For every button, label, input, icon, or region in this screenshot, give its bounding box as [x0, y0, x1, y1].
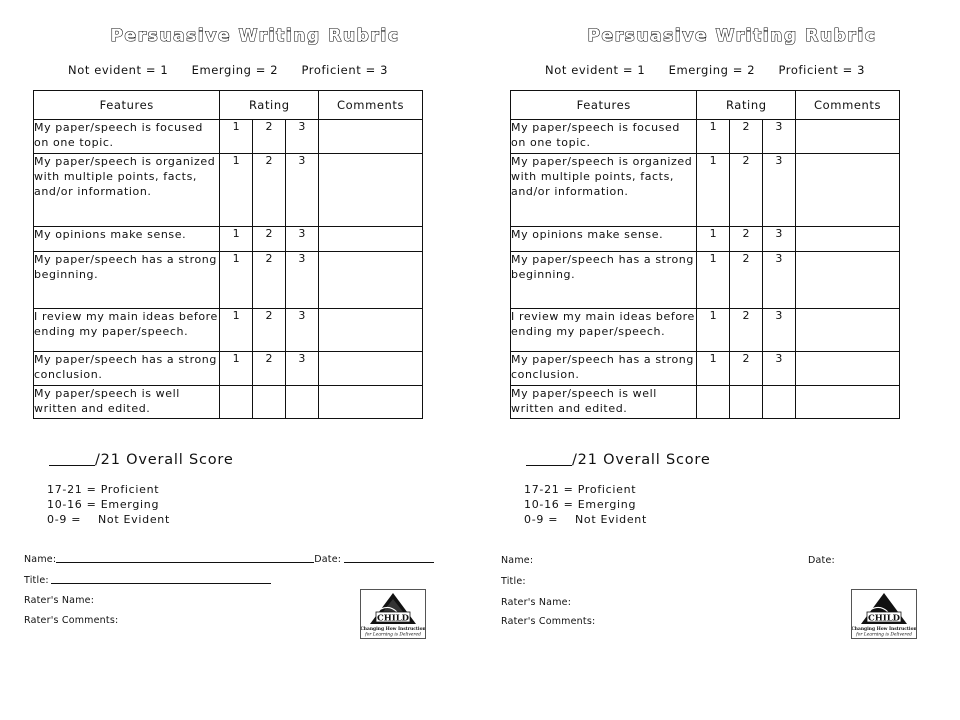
key-not-evident: 0-9 = Not Evident — [524, 513, 647, 526]
overall-score-label: /21 Overall Score — [572, 452, 711, 468]
child-logo — [360, 589, 426, 639]
table-row — [511, 120, 900, 154]
feature-cell: My paper/speech is focused on one topic. — [34, 120, 220, 154]
name-label: Name: — [24, 554, 57, 565]
rating-2[interactable]: 2 — [730, 154, 763, 227]
comment-cell[interactable] — [796, 309, 900, 352]
feature-cell: My paper/speech has a strong beginning. — [511, 252, 697, 309]
table-row — [34, 252, 423, 309]
feature-cell: My paper/speech is well written and edited. — [511, 386, 697, 419]
rubric-sheet-left — [20, 0, 470, 720]
feature-cell: My paper/speech has a strong beginning. — [34, 252, 220, 309]
logo-caption-2: for Learning is Delivered — [856, 632, 912, 638]
date-field[interactable] — [344, 553, 434, 563]
rater-comments-label: Rater's Comments: — [501, 616, 596, 627]
table-row — [34, 386, 423, 419]
rating-3[interactable]: 3 — [763, 154, 796, 227]
rating-2[interactable]: 2 — [253, 120, 286, 154]
header-rating: Rating — [220, 91, 319, 120]
scale-emerging: Emerging = 2 — [191, 63, 279, 77]
feature-cell: My paper/speech is organized with multiple points, facts, and/or information. — [34, 154, 220, 227]
rating-1[interactable]: 1 — [697, 309, 730, 352]
comment-cell[interactable] — [319, 120, 423, 154]
date-label: Date: — [314, 554, 342, 565]
comment-cell[interactable] — [319, 352, 423, 386]
rating-3[interactable]: 3 — [763, 352, 796, 386]
name-field[interactable] — [56, 553, 314, 563]
comment-cell[interactable] — [319, 386, 423, 419]
table-row — [511, 252, 900, 309]
page-title: Persuasive Writing Rubric — [110, 26, 400, 46]
feature-cell: My paper/speech is focused on one topic. — [511, 120, 697, 154]
comment-cell[interactable] — [796, 227, 900, 252]
feature-cell: My opinions make sense. — [511, 227, 697, 252]
rating-1[interactable] — [697, 386, 730, 419]
name-row — [501, 555, 533, 566]
score-blank[interactable] — [49, 451, 95, 466]
table-row — [34, 309, 423, 352]
title-row — [24, 574, 271, 586]
comment-cell[interactable] — [796, 120, 900, 154]
table-header-row — [511, 91, 900, 120]
rating-3[interactable]: 3 — [763, 309, 796, 352]
date-label: Date: — [808, 555, 835, 566]
scale-not-evident: Not evident = 1 — [68, 63, 169, 77]
header-comments: Comments — [796, 91, 900, 120]
feature-cell: My paper/speech has a strong conclusion. — [511, 352, 697, 386]
name-row — [24, 553, 434, 565]
table-row — [34, 227, 423, 252]
feature-cell: I review my main ideas before ending my paper/speech. — [34, 309, 220, 352]
logo-caption-1: Changing How Instruction — [852, 627, 916, 632]
rating-2[interactable]: 2 — [730, 120, 763, 154]
rating-1[interactable]: 1 — [697, 252, 730, 309]
overall-score — [526, 451, 711, 468]
comment-cell[interactable] — [319, 309, 423, 352]
scale-not-evident: Not evident = 1 — [545, 63, 646, 77]
rater-comments-row — [501, 616, 595, 627]
comment-cell[interactable] — [319, 252, 423, 309]
table-row — [34, 120, 423, 154]
scale-proficient: Proficient = 3 — [778, 63, 865, 77]
rating-3[interactable]: 3 — [286, 309, 319, 352]
rating-1[interactable]: 1 — [697, 120, 730, 154]
key-emerging: 10-16 = Emerging — [524, 498, 637, 511]
comment-cell[interactable] — [319, 154, 423, 227]
rubric-table — [510, 90, 900, 419]
logo-text: CHILD — [376, 613, 410, 624]
score-key — [524, 482, 647, 527]
feature-cell: I review my main ideas before ending my paper/speech. — [511, 309, 697, 352]
rating-3[interactable]: 3 — [763, 252, 796, 309]
rating-2[interactable]: 2 — [253, 352, 286, 386]
comment-cell[interactable] — [319, 227, 423, 252]
title-row — [501, 576, 526, 587]
score-key — [47, 482, 170, 527]
rating-2[interactable]: 2 — [253, 227, 286, 252]
rating-scale — [68, 63, 388, 77]
logo-caption-1: Changing How Instruction — [361, 627, 425, 632]
feature-cell: My paper/speech is organized with multiple points, facts, and/or information. — [511, 154, 697, 227]
table-row — [511, 309, 900, 352]
rating-2[interactable]: 2 — [730, 252, 763, 309]
name-label: Name: — [501, 555, 534, 566]
rater-name-label: Rater's Name: — [501, 597, 572, 608]
feature-cell: My opinions make sense. — [34, 227, 220, 252]
scale-emerging: Emerging = 2 — [668, 63, 756, 77]
key-proficient: 17-21 = Proficient — [524, 483, 637, 496]
header-features: Features — [511, 91, 697, 120]
rating-1[interactable]: 1 — [220, 309, 253, 352]
rating-3[interactable] — [763, 386, 796, 419]
rater-name-row — [24, 595, 94, 606]
header-rating: Rating — [697, 91, 796, 120]
rubric-table — [33, 90, 423, 419]
overall-score — [49, 451, 234, 468]
rating-1[interactable]: 1 — [697, 227, 730, 252]
table-header-row — [34, 91, 423, 120]
table-row — [34, 352, 423, 386]
rating-3[interactable]: 3 — [286, 154, 319, 227]
rating-3[interactable]: 3 — [286, 120, 319, 154]
table-row — [34, 154, 423, 227]
rating-2[interactable]: 2 — [730, 227, 763, 252]
rating-1[interactable]: 1 — [697, 352, 730, 386]
rating-1[interactable]: 1 — [220, 120, 253, 154]
rating-2[interactable]: 2 — [730, 352, 763, 386]
rating-3[interactable]: 3 — [763, 120, 796, 154]
rating-3[interactable]: 3 — [286, 252, 319, 309]
key-proficient: 17-21 = Proficient — [47, 483, 160, 496]
comment-cell[interactable] — [796, 352, 900, 386]
child-logo-icon — [361, 590, 425, 638]
child-logo — [851, 589, 917, 639]
scale-proficient: Proficient = 3 — [301, 63, 388, 77]
feature-cell: My paper/speech has a strong conclusion. — [34, 352, 220, 386]
rating-2[interactable]: 2 — [730, 309, 763, 352]
rating-2[interactable] — [730, 386, 763, 419]
rubric-sheet-right — [497, 0, 947, 720]
logo-text: CHILD — [867, 613, 901, 624]
key-not-evident: 0-9 = Not Evident — [47, 513, 170, 526]
logo-caption-2: for Learning is Delivered — [365, 632, 421, 638]
comment-cell[interactable] — [796, 386, 900, 419]
table-row — [511, 227, 900, 252]
rating-2[interactable]: 2 — [253, 309, 286, 352]
title-field[interactable] — [51, 574, 271, 584]
table-row — [511, 386, 900, 419]
rating-3[interactable] — [286, 386, 319, 419]
comment-cell[interactable] — [796, 154, 900, 227]
overall-score-label: /21 Overall Score — [95, 452, 234, 468]
rating-3[interactable]: 3 — [286, 227, 319, 252]
rating-2[interactable]: 2 — [253, 154, 286, 227]
rating-2[interactable]: 2 — [253, 252, 286, 309]
rating-scale — [545, 63, 865, 77]
page-title: Persuasive Writing Rubric — [587, 26, 877, 46]
child-logo-icon — [852, 590, 916, 638]
rating-1[interactable]: 1 — [220, 252, 253, 309]
rating-3[interactable]: 3 — [763, 227, 796, 252]
rating-1[interactable] — [220, 386, 253, 419]
date-row — [808, 555, 835, 566]
rating-1[interactable]: 1 — [220, 352, 253, 386]
rater-name-label: Rater's Name: — [24, 595, 95, 606]
rater-comments-row — [24, 615, 118, 626]
rating-1[interactable]: 1 — [220, 154, 253, 227]
rating-1[interactable]: 1 — [220, 227, 253, 252]
key-emerging: 10-16 = Emerging — [47, 498, 160, 511]
rater-comments-label: Rater's Comments: — [24, 615, 119, 626]
header-features: Features — [34, 91, 220, 120]
header-comments: Comments — [319, 91, 423, 120]
table-row — [511, 154, 900, 227]
feature-cell: My paper/speech is well written and edited. — [34, 386, 220, 419]
rating-3[interactable]: 3 — [286, 352, 319, 386]
score-blank[interactable] — [526, 451, 572, 466]
rater-name-row — [501, 597, 571, 608]
title-label: Title: — [24, 575, 49, 586]
rating-2[interactable] — [253, 386, 286, 419]
title-label: Title: — [501, 576, 526, 587]
rating-1[interactable]: 1 — [697, 154, 730, 227]
comment-cell[interactable] — [796, 252, 900, 309]
table-row — [511, 352, 900, 386]
